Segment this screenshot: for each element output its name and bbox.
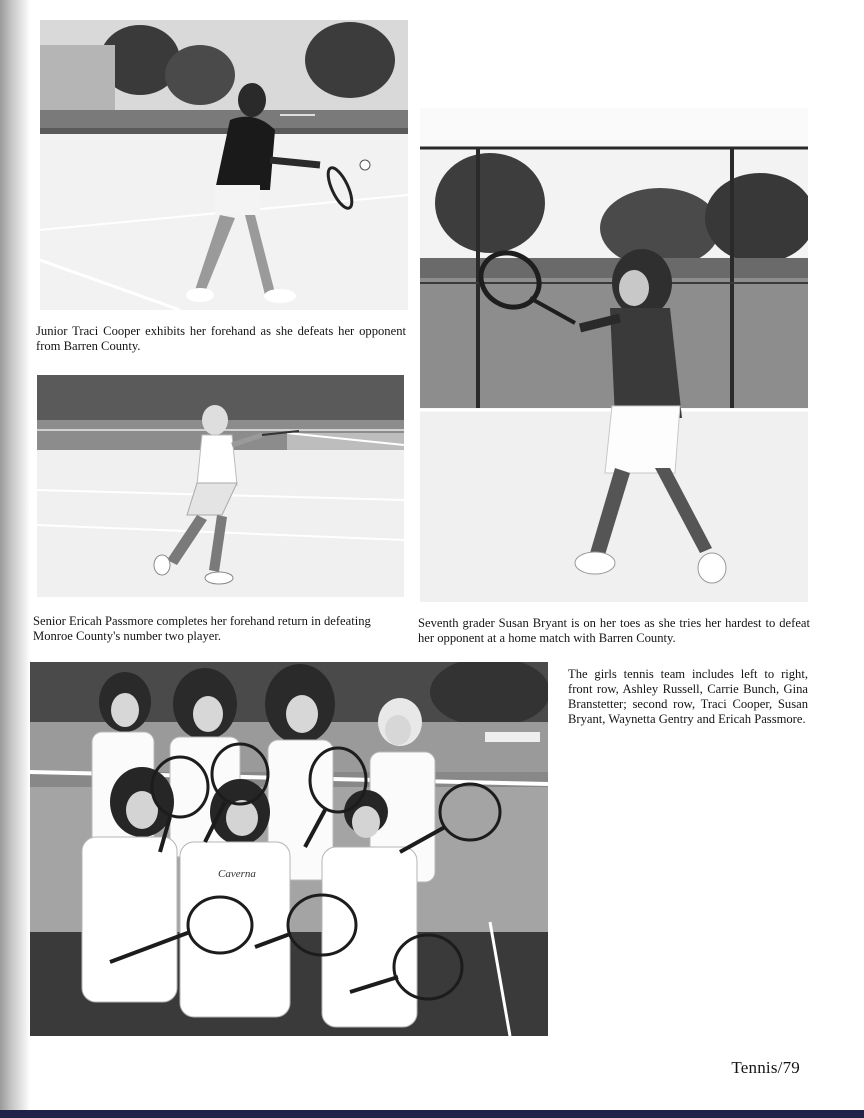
caption-team: The girls tennis team includes left to right, front row, Ashley Russell, Carrie Bunch, Gina Branstetter; second row, Traci Cooper, Susan Bryant, Waynetta Gentry and Ericah Passmore. [568, 667, 808, 726]
page-bottom-edge [0, 1110, 864, 1118]
photo-susan-bryant-forehand [420, 108, 808, 602]
caption-ericah-passmore: Senior Ericah Passmore completes her forehand return in defeating Monroe County's number two player. [33, 614, 371, 643]
caption-traci-cooper: Junior Traci Cooper exhibits her forehand as she defeats her opponent from Barren County. [36, 324, 406, 353]
binding-shadow [0, 0, 30, 1118]
page-folio: Tennis/79 [731, 1058, 800, 1077]
caption-susan-bryant: Seventh grader Susan Bryant is on her toes as she tries her hardest to defeat her opponent at a home match with Barren County. [418, 616, 810, 645]
team-shirt-caverna: Caverna [218, 868, 256, 880]
photo-girls-tennis-team [30, 662, 548, 1036]
photo-ericah-passmore-forehand [37, 375, 404, 597]
photo-traci-cooper-forehand [40, 20, 408, 310]
